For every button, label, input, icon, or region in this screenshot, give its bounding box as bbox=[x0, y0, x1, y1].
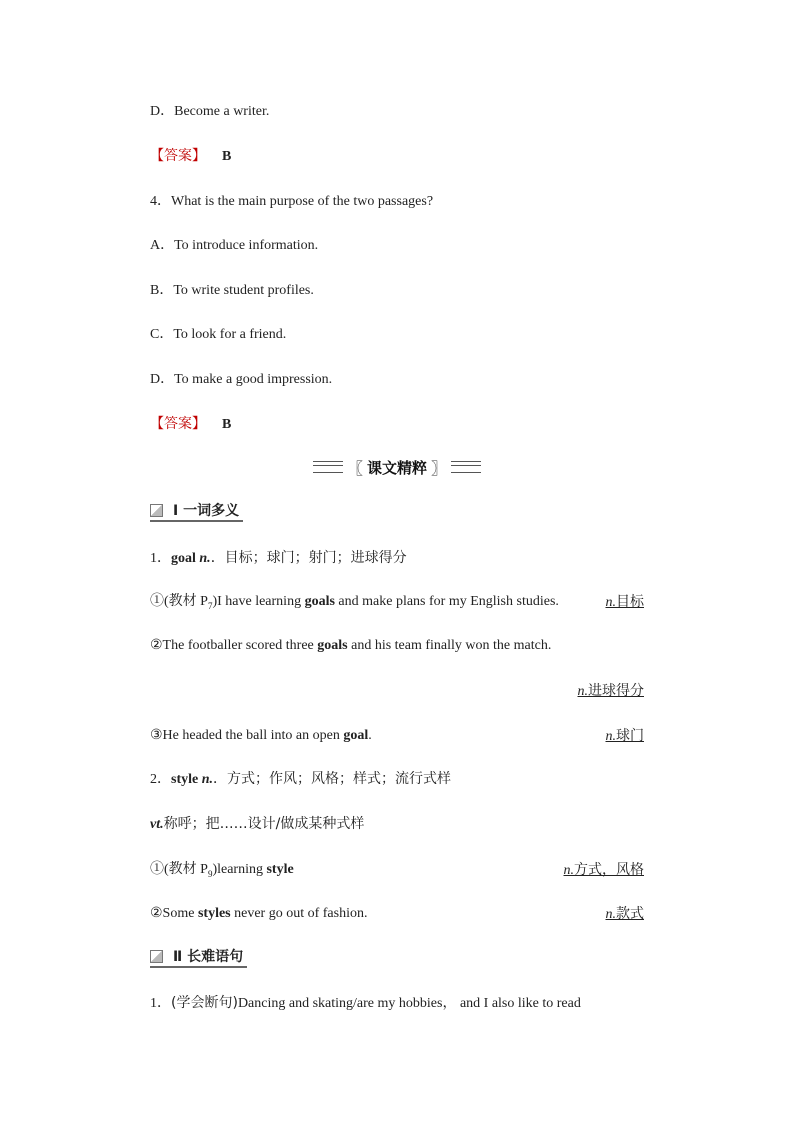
headword: goal bbox=[171, 551, 196, 566]
word1-example-1-meaning: n.目标 bbox=[605, 594, 644, 610]
word2-heading-2: vt.称呼；把……设计/做成某种式样 bbox=[150, 816, 365, 832]
section-title: 课文精粹 bbox=[366, 458, 427, 477]
part2-heading bbox=[150, 946, 247, 968]
word1-example-3-meaning: n.球门 bbox=[605, 728, 644, 744]
word1-example-2: ②The footballer scored three goals and his team finally won the match. bbox=[150, 638, 552, 653]
bracket-left-icon: 〖 bbox=[346, 458, 363, 478]
q4-question: 4．What is the main purpose of the two passages? bbox=[150, 194, 434, 209]
decorative-lines-left bbox=[313, 461, 343, 473]
part2-heading-text: Ⅱ 长难语句 bbox=[173, 949, 244, 965]
word1-example-3: ③He headed the ball into an open goal. bbox=[150, 728, 372, 743]
word1-example-2-meaning: n.进球得分 bbox=[577, 683, 644, 699]
answer-value: B bbox=[222, 417, 232, 432]
q3-answer-row bbox=[150, 146, 231, 167]
word2-example-1: ①(教材 $P_9)learning$ style bbox=[150, 862, 294, 879]
decorative-lines-right bbox=[451, 461, 481, 473]
bracket-right-icon: 〗 bbox=[431, 458, 448, 478]
word2-example-2: ②Some styles never go out of fashion. bbox=[150, 906, 368, 921]
sentence-1: 1．(学会断句)Dancing and skating/are my hobbies， and I also like to read bbox=[150, 995, 581, 1011]
headword: style bbox=[171, 772, 199, 787]
word1-heading: 1．goal n.．目标；球门；射门；进球得分 bbox=[150, 550, 407, 566]
q4-option-d: D．To make a good impression. bbox=[150, 372, 333, 387]
answer-label: 【答案】 bbox=[150, 148, 206, 164]
word2-heading: 2．style n.．方式；作风；风格；样式；流行式样 bbox=[150, 771, 452, 787]
q4-option-b: B．To write student profiles. bbox=[150, 283, 314, 298]
word1-example-1: ①(教材 $P_7)I$ have learning goals and make plans for my English studies. bbox=[150, 594, 559, 611]
section-header bbox=[0, 456, 794, 478]
q4-answer-row bbox=[150, 414, 231, 435]
q4-option-c: C．To look for a friend. bbox=[150, 327, 287, 342]
answer-label: 【答案】 bbox=[150, 416, 206, 432]
word2-example-1-meaning: n.方式，风格 bbox=[563, 862, 644, 878]
q4-option-a: A．To introduce information. bbox=[150, 238, 319, 253]
part1-heading-text: Ⅰ 一词多义 bbox=[173, 503, 240, 519]
heading-marker-icon bbox=[150, 504, 163, 517]
q3-option-d: D．Become a writer. bbox=[150, 104, 270, 119]
heading-marker-icon bbox=[150, 950, 163, 963]
word2-example-2-meaning: n.款式 bbox=[605, 906, 644, 922]
answer-value: B bbox=[222, 149, 232, 164]
part1-heading bbox=[150, 500, 243, 522]
